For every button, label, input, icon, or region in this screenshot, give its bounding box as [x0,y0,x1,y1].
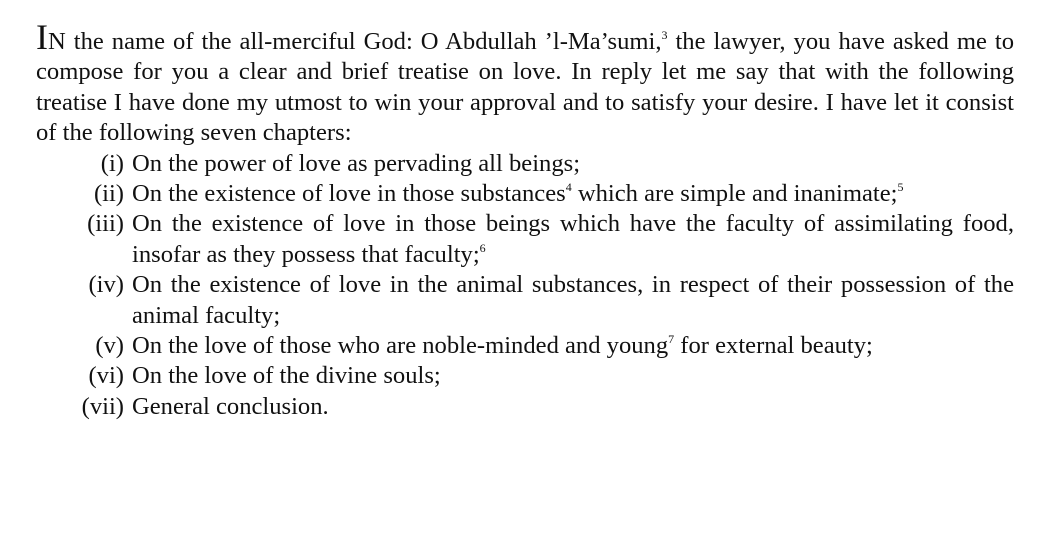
chapter-list [36,149,1014,423]
chapter-item [36,149,1014,179]
chapter-item [36,392,1014,422]
small-cap: N [48,28,66,55]
footnote-marker: 5 [897,180,904,195]
footnote-marker: 7 [668,332,675,347]
chapter-text-part: On the existence of love in those beings which have the faculty of assimilating food, insofar as they possess that faculty; [132,210,1014,268]
chapter-number: (iii) [87,210,124,238]
chapter-number: (i) [100,149,124,177]
footnote-marker: 6 [479,240,486,255]
footnote-marker: 3 [661,28,668,42]
chapter-item [36,361,1014,391]
chapter-text-part: On the existence of love in those substances [132,180,566,208]
chapter-number: (iv) [88,271,124,299]
chapter-item [36,209,1014,270]
chapter-text [132,270,1014,331]
chapter-item [36,179,1014,209]
chapter-item [36,270,1014,331]
chapter-text [132,331,1014,361]
treatise-page [36,17,1014,422]
intro-text-continued: the lawyer, you have asked me to compose for you a clear and brief treatise on love. In reply let me say that with the following treatise I have done my utmost to win your approval and to satisfy your desire. I have let it consist of the following seven chapters: [36,28,1014,147]
chapter-text-part: General conclusion. [132,392,329,420]
chapter-text [132,149,1014,179]
footnote-marker: 4 [565,180,572,195]
chapter-number: (v) [95,332,124,360]
chapter-text-part: which are simple and inanimate; [571,180,898,208]
chapter-text-part: for external beauty; [674,332,873,360]
chapter-number: (vii) [81,392,124,420]
chapter-text-part: On the existence of love in the animal substances, in respect of their possession of the animal faculty; [132,271,1014,329]
chapter-text-part: On the love of those who are noble-minded and young [132,332,669,360]
chapter-text-part: On the power of love as pervading all beings; [132,149,581,177]
chapter-number: (ii) [93,180,124,208]
chapter-text [132,392,1014,422]
chapter-text [132,361,1014,391]
chapter-text-part: On the love of the divine souls; [132,362,441,390]
intro-paragraph [36,17,1014,149]
chapter-number: (vi) [88,362,124,390]
intro-text: the name of the all-merciful God: O Abdullah ’l-Ma’sumi, [65,28,662,55]
chapter-text [132,179,1014,209]
chapter-item [36,331,1014,361]
chapter-text [132,209,1014,270]
drop-cap: I [36,17,48,57]
